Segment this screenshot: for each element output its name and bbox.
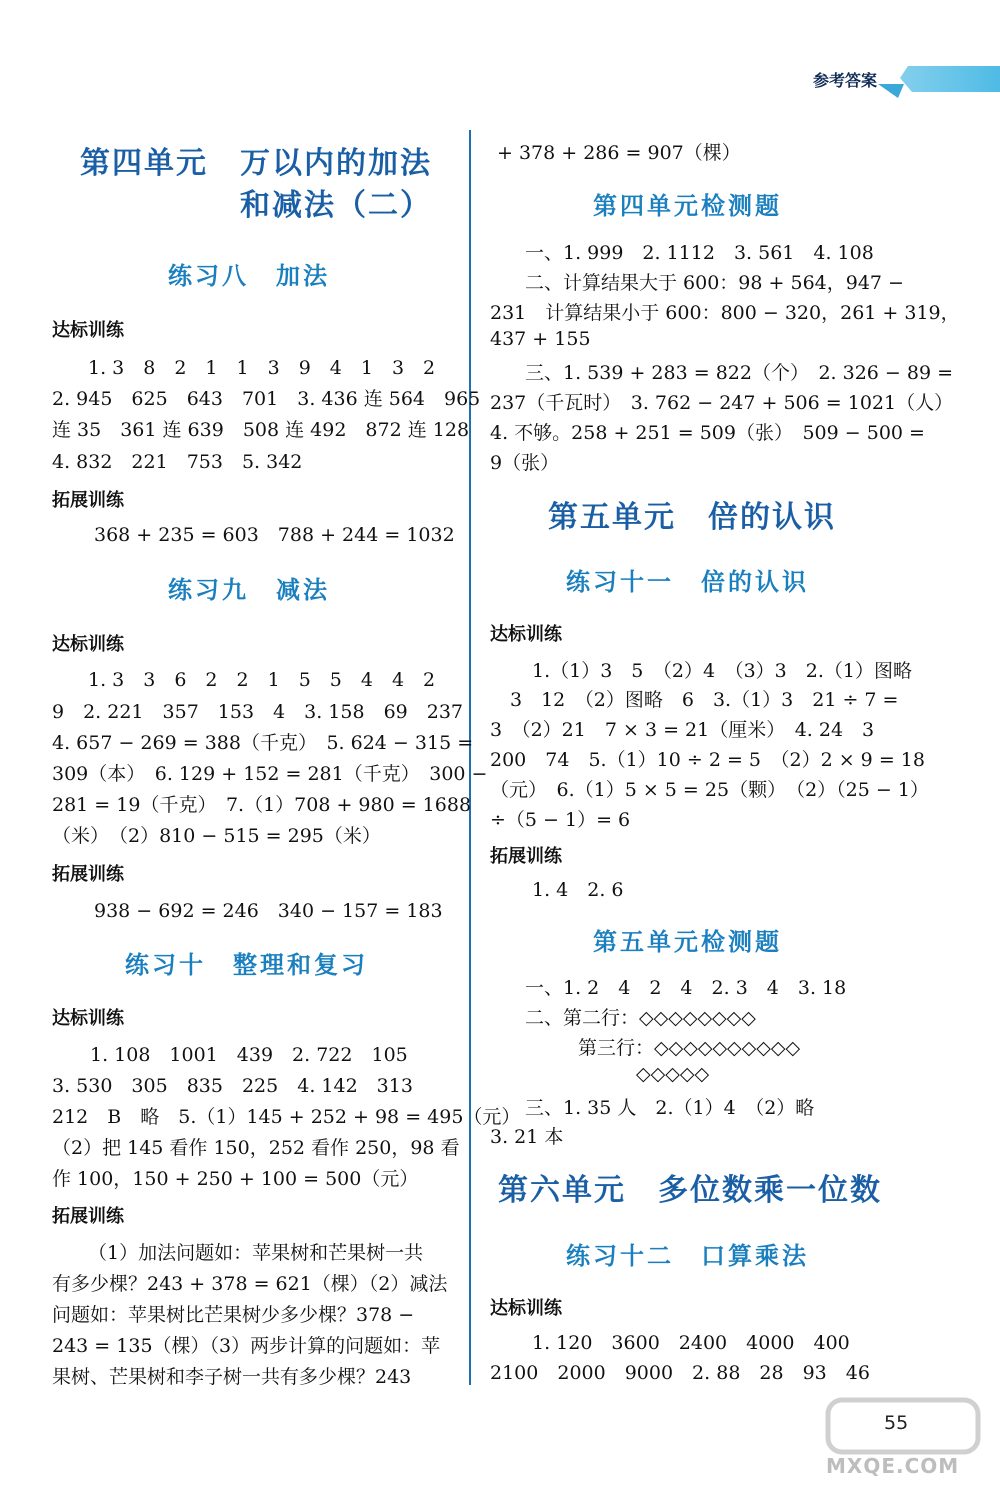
exercise10-extension-line: （1）加法问题如：苹果树和芒果树一共: [88, 1242, 424, 1264]
exercise9-line: 4. 657 − 269 = 388（千克） 5. 624 − 315 =: [52, 732, 474, 754]
unit4-test-line: 237（千瓦时） 3. 762 − 247 + 506 = 1021（人）: [490, 392, 954, 414]
exercise9-standard-heading: 达标训练: [52, 634, 124, 655]
exercise11-line: 1.（1）3 5 （2）4 （3）3 2.（1）图略: [532, 660, 912, 682]
page-number: 55: [884, 1412, 909, 1434]
exercise12-title: 练习十二 口算乘法: [566, 1241, 809, 1270]
exercise9-line: 281 = 19（千克） 7.（1）708 + 980 = 1688: [52, 794, 472, 816]
exercise10-extension-line: 果树、芒果树和李子树一共有多少棵？243: [52, 1366, 412, 1388]
unit4-test-line: 4. 不够。258 + 251 = 509（张） 509 − 500 =: [490, 422, 925, 444]
exercise9-line: 9 2. 221 357 153 4 3. 158 69 237: [52, 701, 464, 723]
exercise10-line: （2）把 145 看作 150，252 看作 250，98 看: [52, 1137, 460, 1159]
exercise11-extension-heading: 拓展训练: [490, 846, 562, 867]
unit4-test-line: 一、1. 999 2. 1112 3. 561 4. 108: [525, 242, 874, 264]
exercise11-line: 3 （2）21 7 × 3 = 21（厘米） 4. 24 3: [490, 719, 875, 741]
exercise12-line: 1. 120 3600 2400 4000 400: [532, 1332, 850, 1354]
exercise12-standard-heading: 达标训练: [490, 1298, 562, 1319]
exercise8-title: 练习八 加法: [168, 261, 330, 290]
exercise10-title: 练习十 整理和复习: [125, 950, 368, 979]
exercise8-extension: 368 + 235 = 603 788 + 244 = 1032: [94, 524, 455, 546]
unit4-test-line: 二、计算结果大于 600：98 + 564，947 −: [525, 272, 904, 294]
exercise10-line: 1. 108 1001 439 2. 722 105: [90, 1044, 408, 1066]
exercise8-standard-heading: 达标训练: [52, 320, 124, 341]
exercise10-extension-heading: 拓展训练: [52, 1206, 124, 1227]
exercise10-line: 作 100，150 + 250 + 100 = 500（元）: [52, 1168, 419, 1190]
continued-line: + 378 + 286 = 907（棵）: [497, 142, 741, 164]
unit5-test-line: 3. 21 本: [490, 1126, 564, 1148]
exercise12-line: 2100 2000 9000 2. 88 28 93 46: [490, 1362, 870, 1384]
exercise9-extension: 938 − 692 = 246 340 − 157 = 183: [94, 900, 443, 922]
unit5-test-line: ◇◇◇◇◇: [636, 1063, 710, 1085]
exercise10-extension-line: 243 = 135（棵）（3）两步计算的问题如：苹: [52, 1335, 441, 1357]
exercise9-title: 练习九 减法: [168, 575, 330, 604]
exercise8-extension-heading: 拓展训练: [52, 490, 124, 511]
exercise8-line: 连 35 361 连 639 508 连 492 872 连 128: [52, 419, 470, 441]
column-divider: [469, 130, 471, 1385]
unit6-title: 第六单元 多位数乘一位数: [498, 1173, 882, 1208]
exercise11-line: ÷（5 − 1）= 6: [490, 809, 631, 831]
unit5-title: 第五单元 倍的认识: [548, 500, 836, 535]
unit4-test-line: 231 计算结果小于 600：800 − 320，261 + 319，: [490, 302, 960, 324]
exercise9-line: （米） （2）810 − 515 = 295（米）: [52, 825, 381, 847]
unit4-title-line2: 和减法（二）: [240, 188, 432, 223]
exercise10-extension-line: 问题如：苹果树比芒果树少多少棵？378 −: [52, 1304, 415, 1326]
exercise10-line: 212 B 略 5.（1）145 + 252 + 98 = 495（元）: [52, 1106, 521, 1128]
exercise8-line: 2. 945 625 643 701 3. 436 连 564 965: [52, 388, 481, 410]
unit4-title-line1: 第四单元 万以内的加法: [80, 146, 432, 181]
exercise11-line: （元） 6.（1）5 × 5 = 25（颗） （2）（25 − 1）: [490, 779, 929, 801]
exercise9-line: 1. 3 3 6 2 2 1 5 5 4 4 2: [88, 669, 436, 691]
exercise11-line: 3 12 （2）图略 6 3.（1）3 21 ÷ 7 =: [510, 689, 899, 711]
exercise10-standard-heading: 达标训练: [52, 1008, 124, 1029]
exercise10-line: 3. 530 305 835 225 4. 142 313: [52, 1075, 413, 1097]
exercise11-title: 练习十一 倍的认识: [566, 567, 809, 596]
exercise9-line: 309（本） 6. 129 + 152 = 281（千克） 300 −: [52, 763, 488, 785]
unit4-test-title: 第四单元检测题: [593, 191, 782, 220]
exercise10-extension-line: 有多少棵？243 + 378 = 621（棵）（2）减法: [52, 1273, 448, 1295]
exercise11-extension: 1. 4 2. 6: [532, 879, 624, 901]
exercise11-line: 200 74 5.（1）10 ÷ 2 = 5 （2）2 × 9 = 18: [490, 749, 925, 771]
unit4-test-line: 437 + 155: [490, 328, 591, 350]
unit5-test-line: 一、1. 2 4 2 4 2. 3 4 3. 18: [525, 977, 847, 999]
unit5-test-title: 第五单元检测题: [593, 927, 782, 956]
exercise8-line: 4. 832 221 753 5. 342: [52, 451, 303, 473]
unit5-test-line: 三、1. 35 人 2.（1）4 （2）略: [525, 1097, 815, 1119]
unit5-test-line: 二、第二行：◇◇◇◇◇◇◇◇: [525, 1007, 756, 1029]
exercise9-extension-heading: 拓展训练: [52, 864, 124, 885]
unit5-test-line: 第三行：◇◇◇◇◇◇◇◇◇◇: [578, 1037, 801, 1059]
exercise11-standard-heading: 达标训练: [490, 624, 562, 645]
unit4-test-line: 三、1. 539 + 283 = 822（个） 2. 326 − 89 =: [525, 362, 954, 384]
exercise8-line: 1. 3 8 2 1 1 3 9 4 1 3 2: [88, 357, 436, 379]
watermark-text: MXQE.COM: [826, 1454, 960, 1478]
unit4-test-line: 9（张）: [490, 452, 560, 474]
answer-key-label: 参考答案: [812, 71, 877, 90]
